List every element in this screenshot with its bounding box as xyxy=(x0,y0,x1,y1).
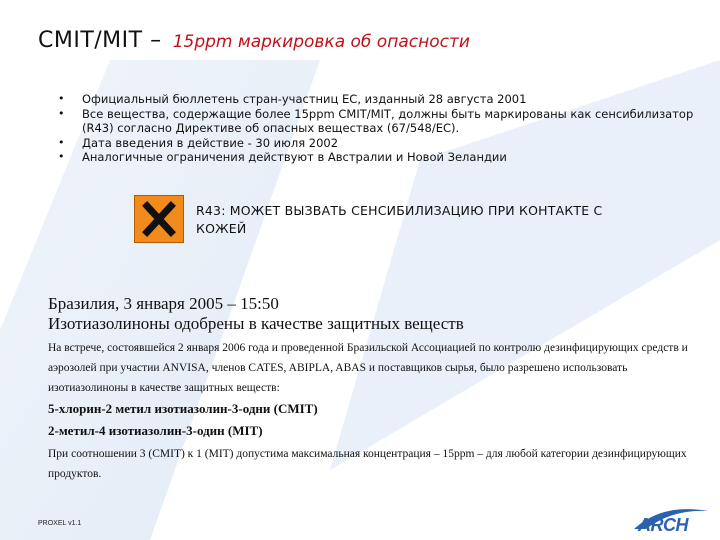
bullet-item: • Аналогичные ограничения действуют в Австралии и Новой Зеландии xyxy=(58,150,507,164)
bullet-item: • Все вещества, содержащие более 15ppm CMIT/MIT, должны быть маркированы как сенсибилизатор (R43) согласно Директиве об опасных веществах (67/548/EC). xyxy=(58,106,694,135)
bullet-icon: • xyxy=(58,135,65,149)
arch-logo: ARCH xyxy=(638,515,688,535)
bullet-item: • Официальный бюллетень стран-участниц ЕС, изданный 28 августа 2001 xyxy=(58,92,527,106)
compound-cmit: 5-хлорин-2 метил изотиазолин-3-одни (CMIT) xyxy=(48,401,318,416)
news-paragraph: На встрече, состоявшейся 2 января 2006 года и проведенной Бразильской Ассоциацией по контролю дезинфицирующих средств и аэрозолей при участии ANVISA, членов CATES, ABIPLA, ABAS и поставщиков сырья, было разрешено использовать изотиазолиноны в качестве защитных веществ: xyxy=(48,342,688,394)
bullet-icon: • xyxy=(58,150,65,163)
news-paragraph-2: При соотношении 3 (CMIT) к 1 (MIT) допустима максимальная концентрация – 15ppm – для любой категории дезинфицирующих продуктов. xyxy=(48,448,687,480)
title-subtitle: 15ppm маркировка об опасности xyxy=(172,32,470,52)
bullet-icon: • xyxy=(58,92,65,105)
hazard-statement: R43: МОЖЕТ ВЫЗВАТЬ СЕНСИБИЛИЗАЦИЮ ПРИ КОНТАКТЕ С КОЖЕЙ xyxy=(196,203,603,236)
hazard-x-icon xyxy=(134,195,184,243)
bullet-item: • Дата введения в действие - 30 июля 2002 xyxy=(58,135,339,150)
page-title xyxy=(38,28,470,53)
title-main: CMIT/MIT – xyxy=(38,28,162,53)
version-label: PROXEL v1.1 xyxy=(38,520,82,527)
news-headline: Изотиазолиноны одобрены в качестве защитных веществ xyxy=(48,314,464,333)
bullet-icon: • xyxy=(58,106,65,120)
news-dateline: Бразилия, 3 января 2005 – 15:50 xyxy=(48,294,279,313)
compound-mit: 2-метил-4 изотиазолин-3-один (MIT) xyxy=(48,423,263,438)
news-section xyxy=(48,294,708,484)
bullet-list xyxy=(58,92,698,165)
